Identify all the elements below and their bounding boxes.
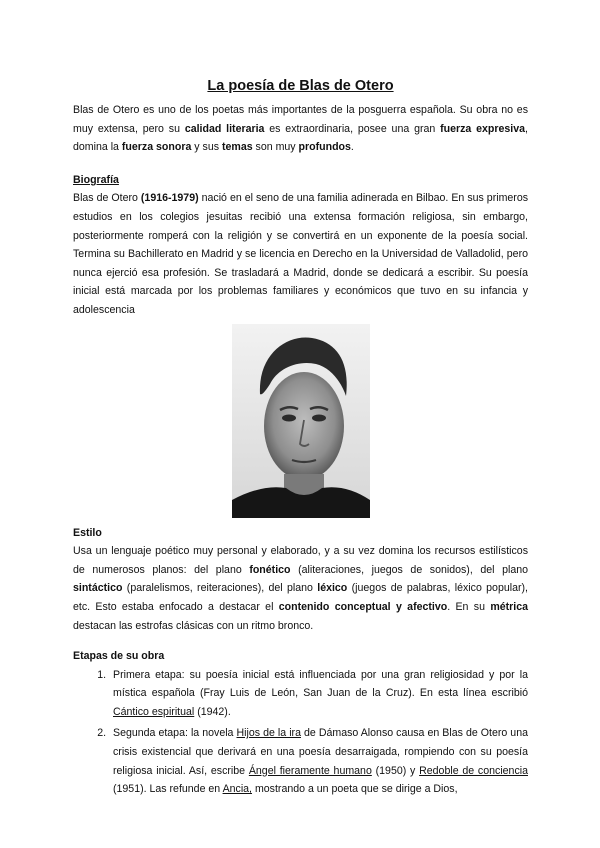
- intro-paragraph: [73, 101, 528, 157]
- left-eye: [282, 414, 296, 421]
- intro-text: es extraordinaria, posee una gran: [264, 122, 441, 135]
- biografia-text: nació en el seno de una familia adinerada en Bilbao. En sus primeros estudios en los colegios jesuitas recibió una extensa formación religiosa, sin embargo, posteriormente romperá con la religión y se convertirá en un exponente de la poesía social. Termina su Bachillerato en Madrid y se licencia en Derecho en la Universidad de Valladolid, pero nunca ejerció esa profesión. Se trasladará a Madrid, donde se dedicará a escribir. Su poesía inicial está marcada por los problemas familiares y económicos que tuvo en su infancia y adolescencia: [73, 192, 529, 316]
- etapa-text: de Dámaso Alonso causa en Blas de Otero una crisis existencial que derivará en una poesía desarraigada, rompiendo con su poesía religiosa inicial. Así, escribe: [113, 727, 528, 777]
- page-title: La poesía de Blas de Otero: [207, 78, 394, 94]
- right-eye: [312, 414, 326, 421]
- intro-text: y sus: [191, 141, 222, 154]
- estilo-text: (aliteraciones, juegos de sonidos), del plano: [290, 563, 528, 576]
- estilo-text: (juegos de palabras, léxico popular), etc. Esto estaba enfocado a destacar el: [73, 582, 528, 613]
- intro-bold: fuerza sonora: [121, 141, 192, 154]
- etapa-text: Segunda etapa: la novela: [113, 727, 237, 740]
- intro-text: , domina la: [73, 122, 528, 154]
- etapa-text: (1942).: [194, 705, 231, 718]
- work-title: Cántico espiritual: [113, 705, 195, 718]
- face-shape: [264, 372, 344, 480]
- estilo-bold: fonético: [249, 563, 291, 576]
- etapa-text: (1950) y: [371, 764, 420, 777]
- biografia-paragraph: [73, 189, 528, 319]
- intro-bold: temas: [221, 141, 253, 154]
- estilo-text: . En su: [447, 600, 491, 613]
- etapas-heading: Etapas de su obra: [73, 650, 165, 663]
- etapa-text: mostrando a un poeta que se dirige a Dios,: [252, 783, 458, 796]
- list-item: [109, 724, 528, 798]
- biografia-text: Blas de Otero: [73, 192, 141, 205]
- author-portrait: [232, 324, 370, 518]
- intro-text: Blas de Otero es uno de los poetas más importantes de la posguerra española. Su obra no es muy extensa, pero su: [73, 104, 528, 135]
- estilo-paragraph: [73, 542, 528, 635]
- estilo-bold: contenido conceptual y afectivo: [278, 600, 448, 613]
- estilo-heading: Estilo: [73, 526, 102, 539]
- estilo-text: Usa un lenguaje poético muy personal y elaborado, y a su vez domina los recursos estilísticos de numerosos planos: del plano: [73, 545, 528, 576]
- estilo-text: destacan las estrofas clásicas con un ritmo bronco.: [73, 619, 314, 632]
- estilo-bold: sintáctico: [73, 582, 123, 595]
- work-title: Redoble de conciencia: [419, 764, 528, 777]
- intro-text: son muy: [252, 141, 299, 154]
- spacer: [73, 157, 528, 171]
- estilo-text: (paralelismos, reiteraciones), del plano: [122, 582, 318, 595]
- etapa-text: (1951). Las refunde en: [113, 783, 223, 796]
- biografia-heading: Biografía: [73, 173, 119, 186]
- etapas-list: [73, 666, 528, 799]
- photo-container: [73, 324, 528, 518]
- etapa-text: Primera etapa: su poesía inicial está influenciada por una gran religiosidad y por la mística española (Fray Luis de León, San Juan de la Cruz). En esta línea escribió: [113, 668, 528, 700]
- work-title: Hijos de la ira: [236, 727, 301, 740]
- list-item: [109, 666, 528, 722]
- intro-bold: calidad literaria: [184, 122, 265, 135]
- work-title: Ángel fieramente humano: [248, 764, 372, 777]
- intro-text: .: [350, 141, 354, 154]
- intro-bold: fuerza expresiva: [440, 122, 526, 135]
- estilo-bold: léxico: [317, 582, 348, 595]
- spacer: [73, 635, 528, 647]
- biografia-dates: (1916-1979): [140, 192, 199, 205]
- estilo-bold: métrica: [490, 600, 529, 613]
- intro-bold: profundos: [298, 141, 351, 154]
- work-title: Ancia,: [222, 783, 253, 796]
